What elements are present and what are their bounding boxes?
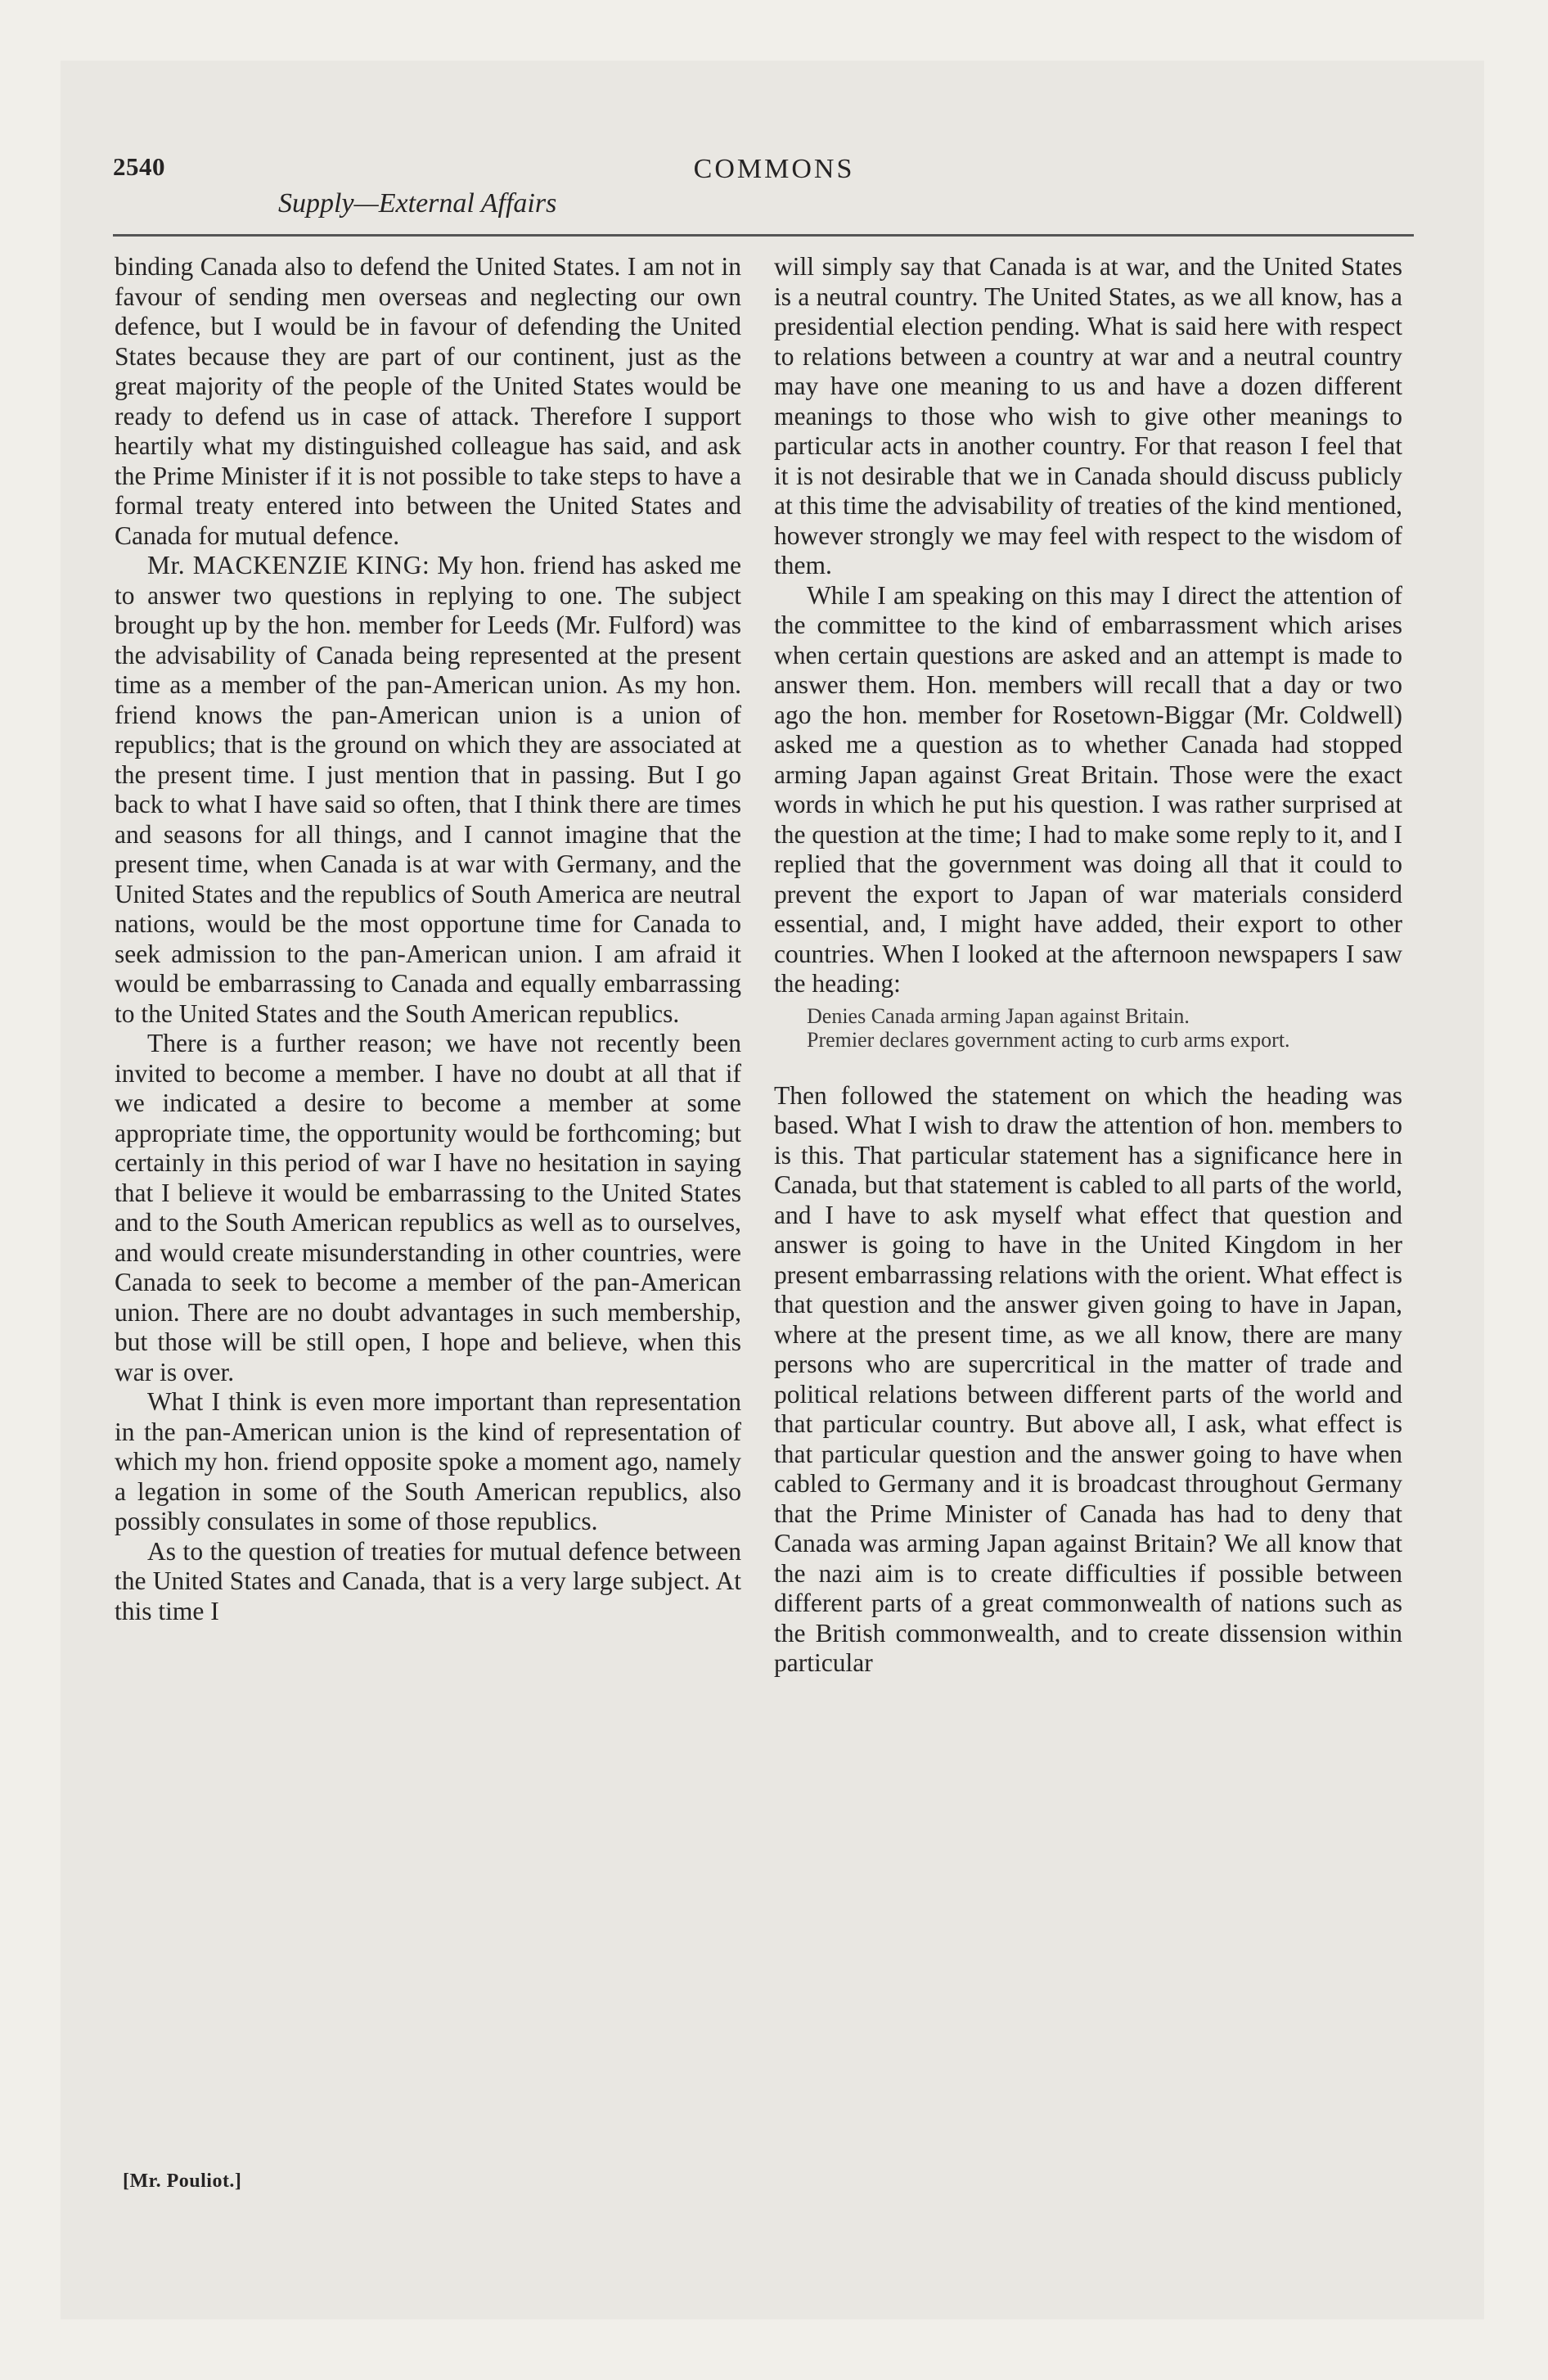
section-title: COMMONS <box>693 154 855 184</box>
paragraph: As to the question of treaties for mutual defence between the United States and Canada, that is a very large subject. At this time I <box>115 1536 741 1625</box>
header-divider <box>113 234 1414 237</box>
section-subtitle: Supply—External Affairs <box>278 188 557 219</box>
paragraph: binding Canada also to defend the United States. I am not in favour of sending men overseas and neglecting our own defence, but I would be in favour of defending the United States because they are part of our continent, just as the great majority of the people of the United States would be ready to defend us in case of attack. Therefore I support heartily what my distinguished colleague has said, and ask the Prime Minister if it is not possible to take steps to have a formal treaty entered into between the United States and Canada for mutual defence. <box>115 252 741 550</box>
headline-line: Denies Canada arming Japan against Britain. <box>807 1003 1190 1028</box>
left-column <box>115 252 741 1626</box>
paragraph: will simply say that Canada is at war, and the United States is a neutral country. The United States, as we all know, has a presidential election pending. What is said here with respect to relations between a country at war and a neutral country may have one meaning to us and have a dozen different meanings to those who wish to give other meanings to particular acts in another country. For that reason I feel that it is not desirable that we in Canada should discuss publicly at this time the advisability of treaties of the kind mentioned, however strongly we may feel with respect to the wisdom of them. <box>774 252 1402 579</box>
headline-line: Premier declares government acting to curb arms export. <box>807 1027 1290 1052</box>
speaker-name: Mr. MACKENZIE KING: <box>147 551 430 579</box>
paragraph: What I think is even more important than representation in the pan-American union is the kind of representation of which my hon. friend opposite spoke a moment ago, namely a legation in some of the South American republics, also possibly consulates in some of those republics. <box>115 1387 741 1535</box>
footer-speaker-note: [Mr. Pouliot.] <box>123 2170 242 2192</box>
newspaper-headline-quote <box>807 1004 1393 1052</box>
paragraph-text: My hon. friend has asked me to answer two questions in replying to one. The subject brought up by the hon. member for Leeds (Mr. Fulford) was the advisability of Canada being represented at the present time as a member of the pan-American union. As my hon. friend knows the pan-American union is a union of republics; that is the ground on which they are associated at the present time. I just mention that in passing. But I go back to what I have said so often, that I think there are times and seasons for all things, and I cannot imagine that the present time, when Canada is at war with Germany, and the United States and the republics of South America are neutral nations, would be the most opportune time for Canada to seek admission to the pan-American union. I am afraid it would be embarrassing to Canada and equally embarrassing to the United States and the South American republics. <box>115 551 741 1028</box>
paragraph: While I am speaking on this may I direct the attention of the committee to the kind of embarrassment which arises when certain questions are asked and an attempt is made to answer them. Hon. members will recall that a day or two ago the hon. member for Rosetown-Biggar (Mr. Coldwell) asked me a question as to whether Canada had stopped arming Japan against Great Britain. Those were the exact words in which he put his question. I was rather surprised at the question at the time; I had to make some reply to it, and I replied that the government was doing all that it could to prevent the export to Japan of war materials considerd essential, and, I might have added, their export to other countries. When I looked at the afternoon newspapers I saw the heading: <box>774 580 1402 998</box>
paragraph: Then followed the statement on which the heading was based. What I wish to draw the attention of hon. members to is this. That particular statement has a significance here in Canada, but that statement is cabled to all parts of the world, and I have to ask myself what effect that question and answer is going to have in the United Kingdom in her present embarrassing relations with the orient. What effect is that question and the answer given going to have in Japan, where at the present time, as we all know, there are many persons who are supercritical in the matter of trade and political relations between different parts of the world and that particular country. But above all, I ask, what effect is that particular question and the answer going to have when cabled to Germany and it is broadcast throughout Germany that the Prime Minister of Canada has had to deny that Canada was arming Japan against Britain? We all know that the nazi aim is to create difficulties if possible between different parts of a great commonwealth of nations such as the British commonwealth, and to create dissension within particular <box>774 1080 1402 1677</box>
paragraph: There is a further reason; we have not recently been invited to become a member. I have no doubt at all that if we indicated a desire to become a member at some appropriate time, the opportunity would be forthcoming; but certainly in this period of war I have no hesitation in saying that I believe it would be embarrassing to the United States and to the South American republics as well as to ourselves, and would create misunderstanding in other countries, were Canada to seek to become a member of the pan-American union. There are no doubt advantages in such membership, but those will be still open, I hope and believe, when this war is over. <box>115 1029 741 1386</box>
right-column <box>774 252 1402 1679</box>
page-number: 2540 <box>113 152 165 181</box>
paragraph <box>115 551 741 1029</box>
